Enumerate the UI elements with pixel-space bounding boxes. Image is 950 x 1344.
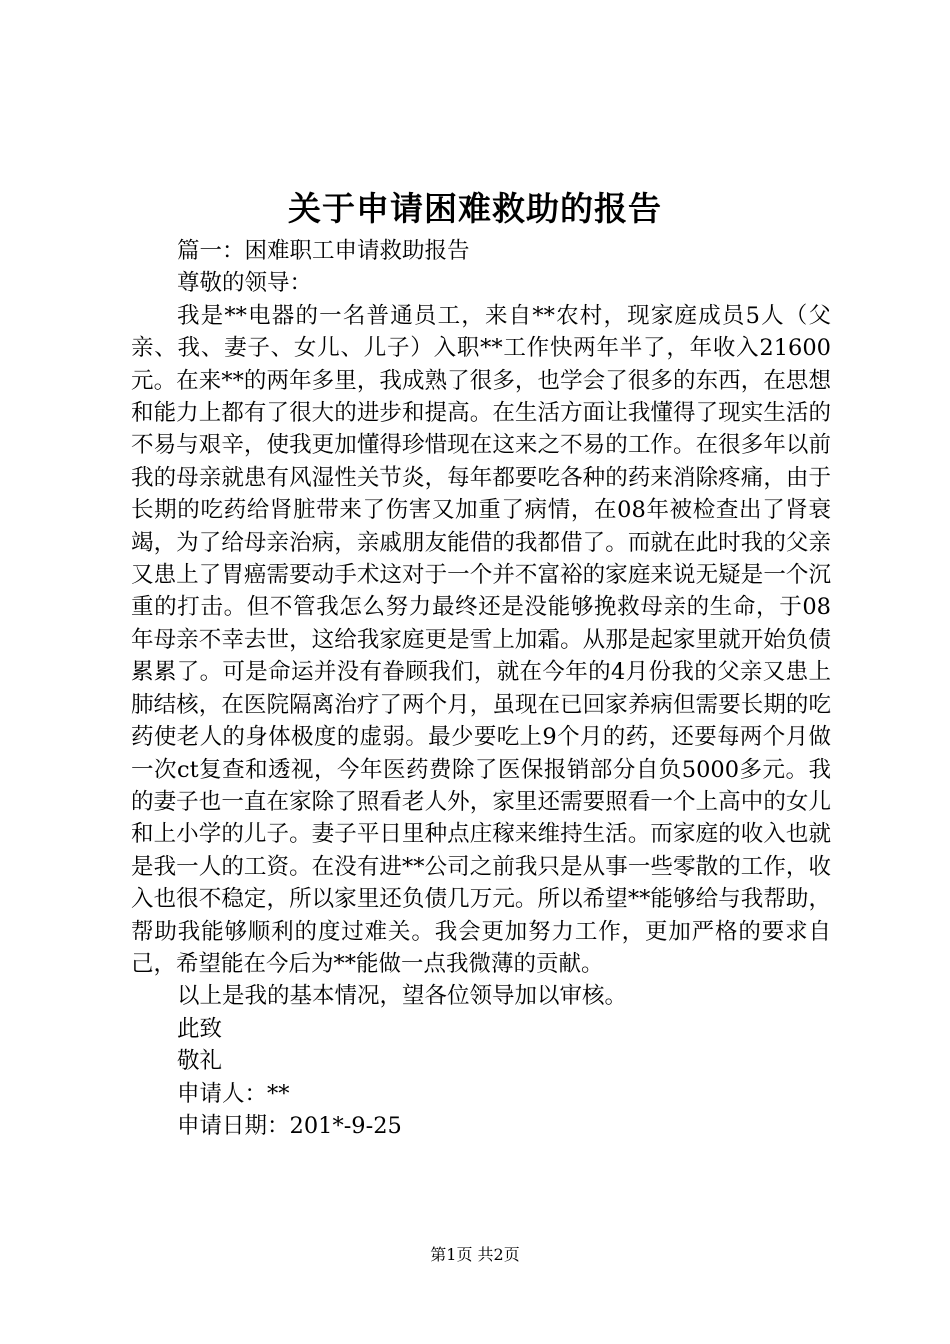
applicant-line: 申请人：** bbox=[177, 1080, 290, 1107]
date-line: 申请日期：201*-9-25 bbox=[177, 1112, 402, 1139]
body-paragraph: 我是**电器的一名普通员工，来自**农村，现家庭成员5人（父亲、我、妻子、女儿、儿子）入职**工作快两年半了，年收入21600元。在来**的两年多里，我成熟了很多，也学会了很多的东西，在思想和能力上都有了很大的进步和提高。在生活方面让我懂得了现实生活的不易与艰辛，使我更加懂得珍惜现在这来之不易的工作。在很多年以前我的母亲就患有风湿性关节炎，每年都要吃各种的药来消除疼痛，由于长期的吃药给肾脏带来了伤害又加重了病情，在08年被检查出了肾衰竭，为了给母亲治病，亲戚朋友能借的我都借了。而就在此时我的父亲又患上了胃癌需要动手术这对于一个并不富裕的家庭来说无疑是一个沉重的打击。但不管我怎么努力最终还是没能够挽救母亲的生命，于08年母亲不幸去世，这给我家庭更是雪上加霜。从那是起家里就开始负债累累了。可是命运并没有眷顾我们，就在今年的4月份我的父亲又患上肺结核，在医院隔离治疗了两个月，虽现在已回家养病但需要长期的吃药使老人的身体极度的虚弱。最少要吃上9个月的药，还要每两个月做一次ct复查和透视，今年医药费除了医保报销部分自负5000多元。我的妻子也一直在家除了照看老人外，家里还需要照看一个上高中的女儿和上小学的儿子。妻子平日里种点庄稼来维持生活。而家庭的收入也就是我一人的工资。在没有进**公司之前我只是从事一些零散的工作，收入也很不稳定，所以家里还负债几万元。所以希望**能够给与我帮助，帮助我能够顺利的度过难关。我会更加努力工作，更加严格的要求自己，希望能在今后为**能做一点我微薄的贡献。 bbox=[131, 302, 831, 977]
salutation: 尊敬的领导： bbox=[177, 270, 313, 297]
closing-line-2: 敬礼 bbox=[177, 1048, 223, 1075]
document-title: 关于申请困难救助的报告 bbox=[288, 189, 662, 228]
section-heading: 篇一：困难职工申请救助报告 bbox=[177, 238, 470, 264]
document-content bbox=[131, 235, 831, 1142]
closing-statement: 以上是我的基本情况，望各位领导加以审核。 bbox=[177, 983, 628, 1010]
closing-line-1: 此致 bbox=[177, 1015, 223, 1042]
page-footer: 第1页 共2页 bbox=[430, 1245, 520, 1264]
